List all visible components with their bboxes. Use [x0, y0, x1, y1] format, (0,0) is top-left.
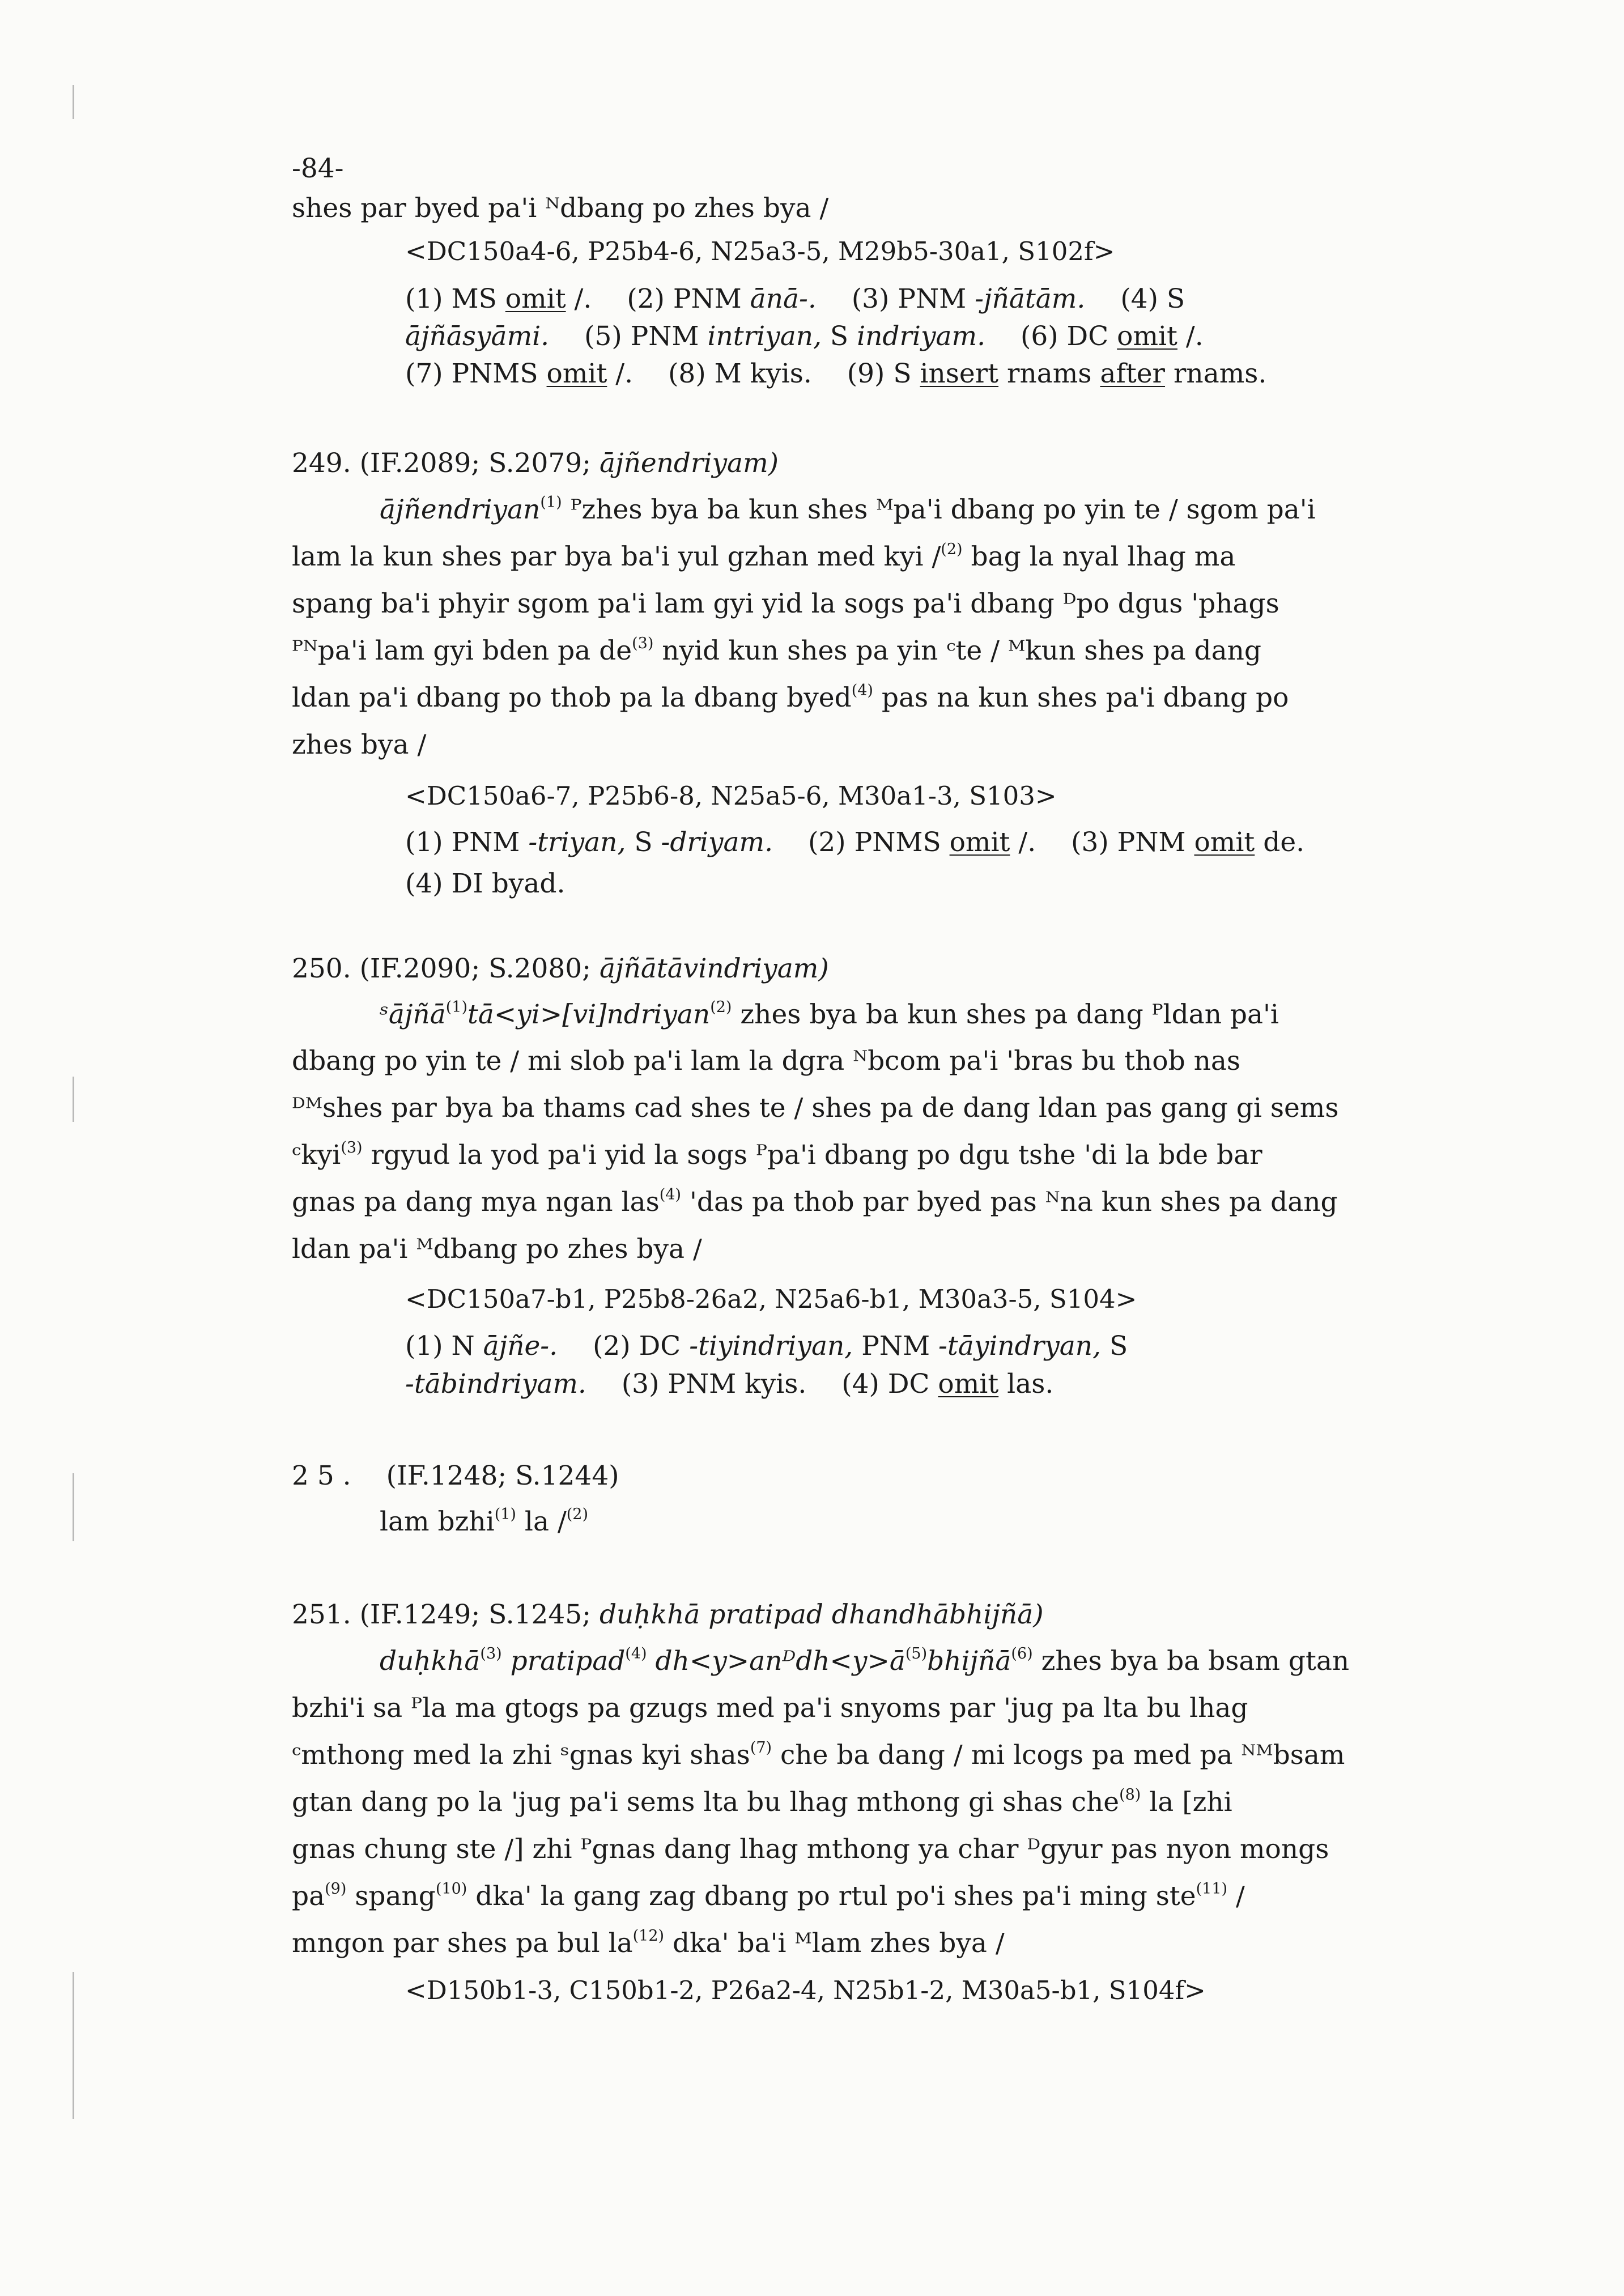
scan-speck: [73, 1077, 74, 1122]
scan-speck: [73, 1473, 74, 1541]
entry-249-line-3: spang ba'i phyir sgom pa'i lam gyi yid la sogs pa'i dbang ᴰpo dgus 'phags: [292, 588, 1279, 619]
entry-250-notes-line-1: (1) N ājñe-. (2) DC -tiyindriyan, PNM -tāyindryan, S: [405, 1330, 1128, 1362]
entry-250-notes-line-2: -tābindriyam. (3) PNM kyis. (4) DC omit las.: [405, 1368, 1054, 1400]
entry-249-line-1: ājñendriyan$^{(1)}$ ᴾzhes bya ba kun shes ᴹpa'i dbang po yin te / sgom pa'i: [380, 493, 1316, 525]
entry-249-notes-line-2: (4) DI byad.: [405, 868, 566, 899]
entry-251-line-2: bzhi'i sa ᴾla ma gtogs pa gzugs med pa'i snyoms par 'jug pa lta bu lhag: [292, 1693, 1248, 1724]
entry-249-line-4: ᴾᴺpa'i lam gyi bden pa $de^{(3)}$ nyid kun shes pa yin ᶜte / ᴹkun shes pa dang: [292, 634, 1262, 666]
entry-250-heading: 250. (IF.2090; S.2080; ājñātāvindriyam): [292, 953, 829, 984]
entry-251-line-7: mngon par shes pa bul $la^{(12)}$ dka' ba'i ᴹlam zhes bya /: [292, 1927, 1005, 1959]
entry-249-heading: 249. (IF.2089; S.2079; ājñendriyam): [292, 448, 779, 479]
entry-250-line-4: ᶜkyi$^{(3)}$ rgyud la yod pa'i yid la sogs ᴾpa'i dbang po dgu tshe 'di la bde bar: [292, 1138, 1262, 1171]
entry-249-line-6: zhes bya /: [292, 729, 427, 760]
entry-251-heading: 251. (IF.1249; S.1245; duḥkhā pratipad dhandhābhijñā): [292, 1599, 1044, 1630]
entry-250-line-1: ˢājñā$^{(1)}$tā<yi>[vi]ndriyan$^{(2)}$ zhes bya ba kun shes pa dang ᴾldan pa'i: [380, 998, 1279, 1030]
entry-251-line-4: gtan dang po la 'jug pa'i sems lta bu lhag mthong gi shas che$^{(8)}$ la [zhi: [292, 1785, 1232, 1818]
entry-249-notes-line-1: (1) PNM -triyan, S -driyam. (2) PNMS omit /. (3) PNM omit de.: [405, 827, 1305, 858]
entry-250-reference: <DC150a7-b1, P25b8-26a2, N25a6-b1, M30a3-5, S104>: [405, 1284, 1137, 1314]
entry-251-line-6: $pa^{(9)}$ spang$^{(10)}$ dka' la gang zag dbang po rtul po'i shes pa'i ming ste$^{(11)}$ /: [292, 1880, 1245, 1912]
intro-line: shes par byed pa'i ᴺdbang po zhes bya /: [292, 193, 829, 224]
intro-notes-line-1: (1) MS omit /. (2) PNM ānā-. (3) PNM -jñātām. (4) S: [405, 283, 1185, 314]
entry-250-line-2: dbang po yin te / mi slob pa'i lam la dgra ᴺbcom pa'i 'bras bu thob nas: [292, 1045, 1241, 1077]
intro-notes-line-3: (7) PNMS omit /. (8) M kyis. (9) S insert rnams after rnams.: [405, 358, 1267, 389]
entry-251-line-1: duḥkhā$^{(3)}$ pratipad$^{(4)}$ $dh<y>anᴰdh<y>ā^{(5)}bhijñā^{(6)}$ zhes bya ba bsam gtan: [380, 1644, 1350, 1677]
page-number: -84-: [292, 153, 344, 184]
section-25-heading: 2 5 . (IF.1248; S.1244): [292, 1460, 619, 1491]
section-25-line-1: lam bzhi$^{(1)}$ la /$^{(2)}$: [380, 1505, 588, 1537]
entry-250-line-6: ldan pa'i ᴹdbang po zhes bya /: [292, 1234, 702, 1265]
intro-reference: <DC150a4-6, P25b4-6, N25a3-5, M29b5-30a1, S102f>: [405, 236, 1115, 266]
scan-speck: [73, 1972, 74, 2119]
entry-251-line-5: gnas chung ste /] zhi ᴾgnas dang lhag mthong ya char ᴰgyur pas nyon mongs: [292, 1834, 1329, 1865]
entry-250-line-5: gnas pa dang mya ngan las$^{(4)}$ 'das pa thob par byed pas ᴺna kun shes pa dang: [292, 1185, 1338, 1218]
intro-notes-line-2: ājñāsyāmi. (5) PNM intriyan, S indriyam. (6) DC omit /.: [405, 321, 1204, 352]
scan-speck: [73, 85, 74, 119]
entry-250-line-3: ᴰᴹshes par bya ba thams cad shes te / shes pa de dang ldan pas gang gi sems: [292, 1092, 1339, 1124]
entry-251-reference: <D150b1-3, C150b1-2, P26a2-4, N25b1-2, M30a5-b1, S104f>: [405, 1975, 1206, 2005]
entry-249-reference: <DC150a6-7, P25b6-8, N25a5-6, M30a1-3, S103>: [405, 781, 1057, 811]
entry-251-line-3: ᶜmthong med la zhi ˢgnas kyi shas$^{(7)}$ che ba dang / mi lcogs pa med pa ᴺᴹbsam: [292, 1738, 1345, 1771]
entry-249-line-5: ldan pa'i dbang po thob pa la dbang byed$^{(4)}$ pas na kun shes pa'i dbang po: [292, 681, 1289, 713]
entry-249-line-2: lam la kun shes par bya ba'i yul gzhan med kyi /$^{(2)}$ bag la nyal lhag ma: [292, 540, 1236, 572]
